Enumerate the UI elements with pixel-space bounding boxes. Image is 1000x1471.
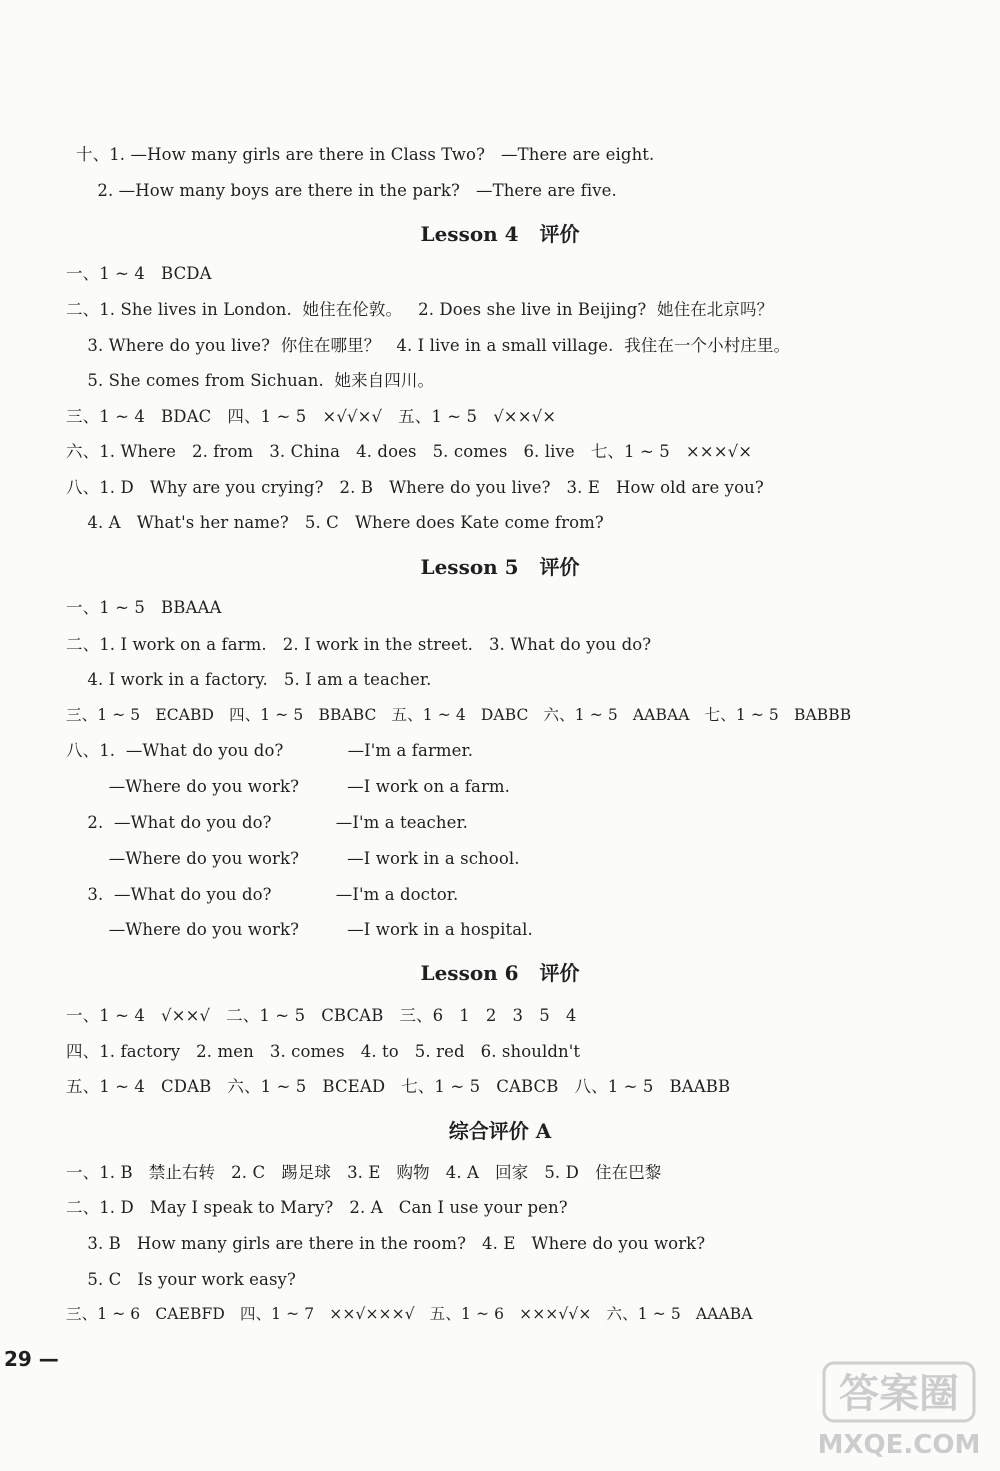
answer-line: 3. Where do you live? 你住在哪里？ 4. I live in a small village. 我住在一个小村庄里。 [66,336,791,355]
answer-line: —Where do you work? —I work in a school. [66,849,520,868]
svg-text:答案圈: 答案圈 [839,1371,959,1417]
answer-line: —Where do you work? —I work in a hospital. [66,920,533,939]
answer-line: 二、1. She lives in London. 她住在伦敦。 2. Does she live in Beijing? 她住在北京吗？ [66,300,774,319]
answer-line: 一、1. B 禁止右转 2. C 踢足球 3. E 购物 4. A 回家 5. D 住在巴黎 [66,1163,662,1182]
answer-line: 2. —How many boys are there in the park? —There are five. [76,181,617,200]
svg-text:MXQE.COM: MXQE.COM [817,1430,981,1460]
answer-line: 三、1 ~ 6 CAEBFD 四、1 ~ 7 ××√×××√ 五、1 ~ 6 ×××√√× 六、1 ~ 5 AAABA [66,1305,753,1323]
answer-line: 4. A What's her name? 5. C Where does Kate come from? [66,513,604,532]
answer-line: 三、1 ~ 4 BDAC 四、1 ~ 5 ×√√×√ 五、1 ~ 5 √××√× [66,407,557,426]
answer-line: 5. She comes from Sichuan. 她来自四川。 [66,371,435,390]
watermark-logo [804,1355,994,1465]
answer-line: 四、1. factory 2. men 3. comes 4. to 5. red 6. shouldn't [66,1042,581,1061]
answer-line: 一、1 ~ 4 √××√ 二、1 ~ 5 CBCAB 三、6 1 2 3 5 4 [66,1006,577,1025]
lesson-heading: Lesson 6 评价 [420,961,580,985]
lesson-heading: Lesson 5 评价 [420,555,580,579]
answer-line: 一、1 ~ 5 BBAAA [66,598,222,617]
answer-line: 十、1. —How many girls are there in Class Two? —There are eight. [76,145,655,164]
answer-line: 2. —What do you do? —I'm a teacher. [66,813,468,832]
answer-line: 三、1 ~ 5 ECABD 四、1 ~ 5 BBABC 五、1 ~ 4 DABC 六、1 ~ 5 AABAA 七、1 ~ 5 BABBB [66,706,852,724]
answer-line: 八、1. D Why are you crying? 2. B Where do you live? 3. E How old are you? [66,478,764,497]
answer-line: —Where do you work? —I work on a farm. [66,777,511,796]
answer-line: 5. C Is your work easy? [66,1270,296,1289]
page-number: 29 — [4,1347,59,1371]
answer-line: 五、1 ~ 4 CDAB 六、1 ~ 5 BCEAD 七、1 ~ 5 CABCB 八、1 ~ 5 BAABB [66,1077,731,1096]
answer-line: 4. I work in a factory. 5. I am a teacher. [66,670,432,689]
lesson-heading: Lesson 4 评价 [420,222,580,246]
answer-line: 二、1. I work on a farm. 2. I work in the street. 3. What do you do? [66,635,652,654]
answer-line: 八、1. —What do you do? —I'm a farmer. [66,741,474,760]
answer-line: 一、1 ~ 4 BCDA [66,264,212,283]
answer-line: 二、1. D May I speak to Mary? 2. A Can I use your pen? [66,1198,568,1217]
answer-line: 六、1. Where 2. from 3. China 4. does 5. comes 6. live 七、1 ~ 5 ×××√× [66,442,753,461]
lesson-heading: 综合评价 A [448,1119,552,1143]
answer-line: 3. B How many girls are there in the room? 4. E Where do you work? [66,1234,706,1253]
answer-line: 3. —What do you do? —I'm a doctor. [66,885,459,904]
